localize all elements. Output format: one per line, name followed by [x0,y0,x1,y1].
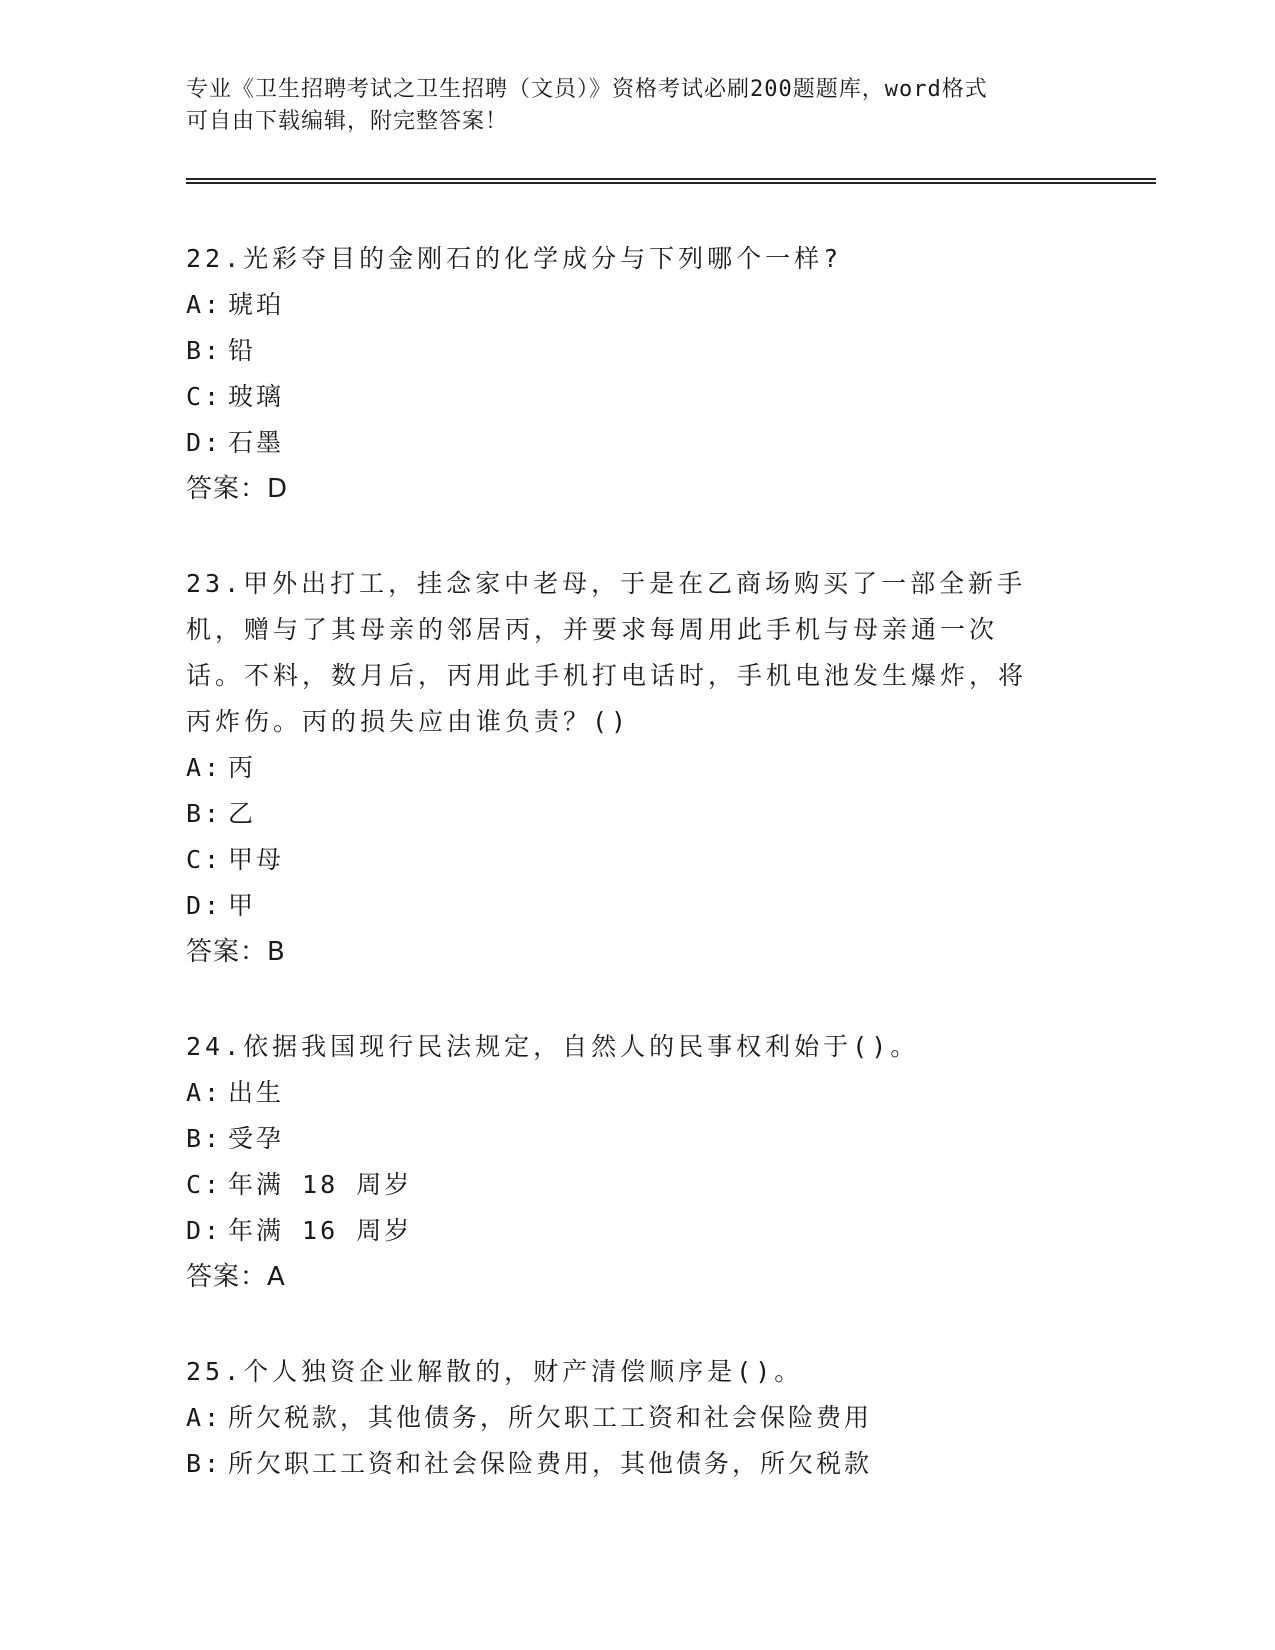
option-key: D: [186,428,223,457]
question-number: 24. [186,1032,244,1061]
header-divider [186,178,1156,184]
option-text: 出生 [228,1078,285,1107]
question-22 [186,236,1046,512]
option-text: 石墨 [228,428,285,457]
option-key: B: [186,1124,223,1153]
option-key: C: [186,845,223,874]
question-24 [186,1024,1046,1300]
option-text: 琥珀 [228,290,285,319]
question-text: 依据我国现行民法规定，自然人的民事权利始于()。 [243,1032,920,1061]
option-text: 甲 [228,891,257,920]
option-key: A: [186,1078,223,1107]
option-key: B: [186,336,223,365]
question-stem [186,1024,1046,1070]
question-number: 22. [186,244,244,273]
question-25 [186,1349,1046,1487]
question-stem [186,1349,1046,1395]
option-a [186,282,1046,328]
option-a [186,1395,1046,1441]
option-b [186,791,1046,837]
answer-line: 答案：B [186,937,286,967]
option-d [186,883,1046,929]
option-key: A: [186,753,223,782]
option-key: D: [186,1216,223,1245]
question-23 [186,561,1046,975]
option-a [186,1070,1046,1116]
option-text: 丙 [228,753,257,782]
option-key: A: [186,1403,223,1432]
option-text: 年满 18 周岁 [228,1170,413,1199]
option-b [186,1441,1046,1487]
option-text: 玻璃 [228,382,285,411]
answer-line: 答案：A [186,1262,286,1292]
option-key: B: [186,799,223,828]
answer-line: 答案：D [186,474,289,504]
option-c [186,837,1046,883]
option-a [186,745,1046,791]
option-b [186,1116,1046,1162]
option-key: D: [186,891,223,920]
option-text: 年满 16 周岁 [228,1216,413,1245]
option-text: 甲母 [228,845,285,874]
option-key: B: [186,1449,223,1478]
option-text: 受孕 [228,1124,285,1153]
question-text: 光彩夺目的金刚石的化学成分与下列哪个一样? [243,244,843,273]
header-line-2: 可自由下载编辑，附完整答案！ [186,109,509,134]
option-d [186,1208,1046,1254]
document-header [186,74,1086,138]
question-number: 23. [186,569,244,598]
header-line-1: 专业《卫生招聘考试之卫生招聘（文员）》资格考试必刷200题题库，word格式 [186,77,988,102]
option-b [186,328,1046,374]
option-text: 乙 [228,799,257,828]
option-key: C: [186,1170,223,1199]
question-number: 25. [186,1357,244,1386]
question-stem [186,236,1046,282]
option-text: 所欠职工工资和社会保险费用，其他债务，所欠税款 [228,1449,873,1478]
option-c [186,1162,1046,1208]
option-d [186,420,1046,466]
option-text: 所欠税款，其他债务，所欠职工工资和社会保险费用 [228,1403,873,1432]
question-text: 个人独资企业解散的，财产清偿顺序是()。 [243,1357,804,1386]
option-text: 铅 [228,336,257,365]
option-key: A: [186,290,223,319]
question-stem [186,561,1046,745]
option-c [186,374,1046,420]
question-list [186,236,1046,1536]
question-text: 甲外出打工，挂念家中老母，于是在乙商场购买了一部全新手机，赠与了其母亲的邻居丙，并要求每周用此手机与母亲通一次话。不料，数月后，丙用此手机打电话时，手机电池发生爆炸，将丙炸伤。丙的损失应由谁负责？() [186,569,1028,736]
option-key: C: [186,382,223,411]
